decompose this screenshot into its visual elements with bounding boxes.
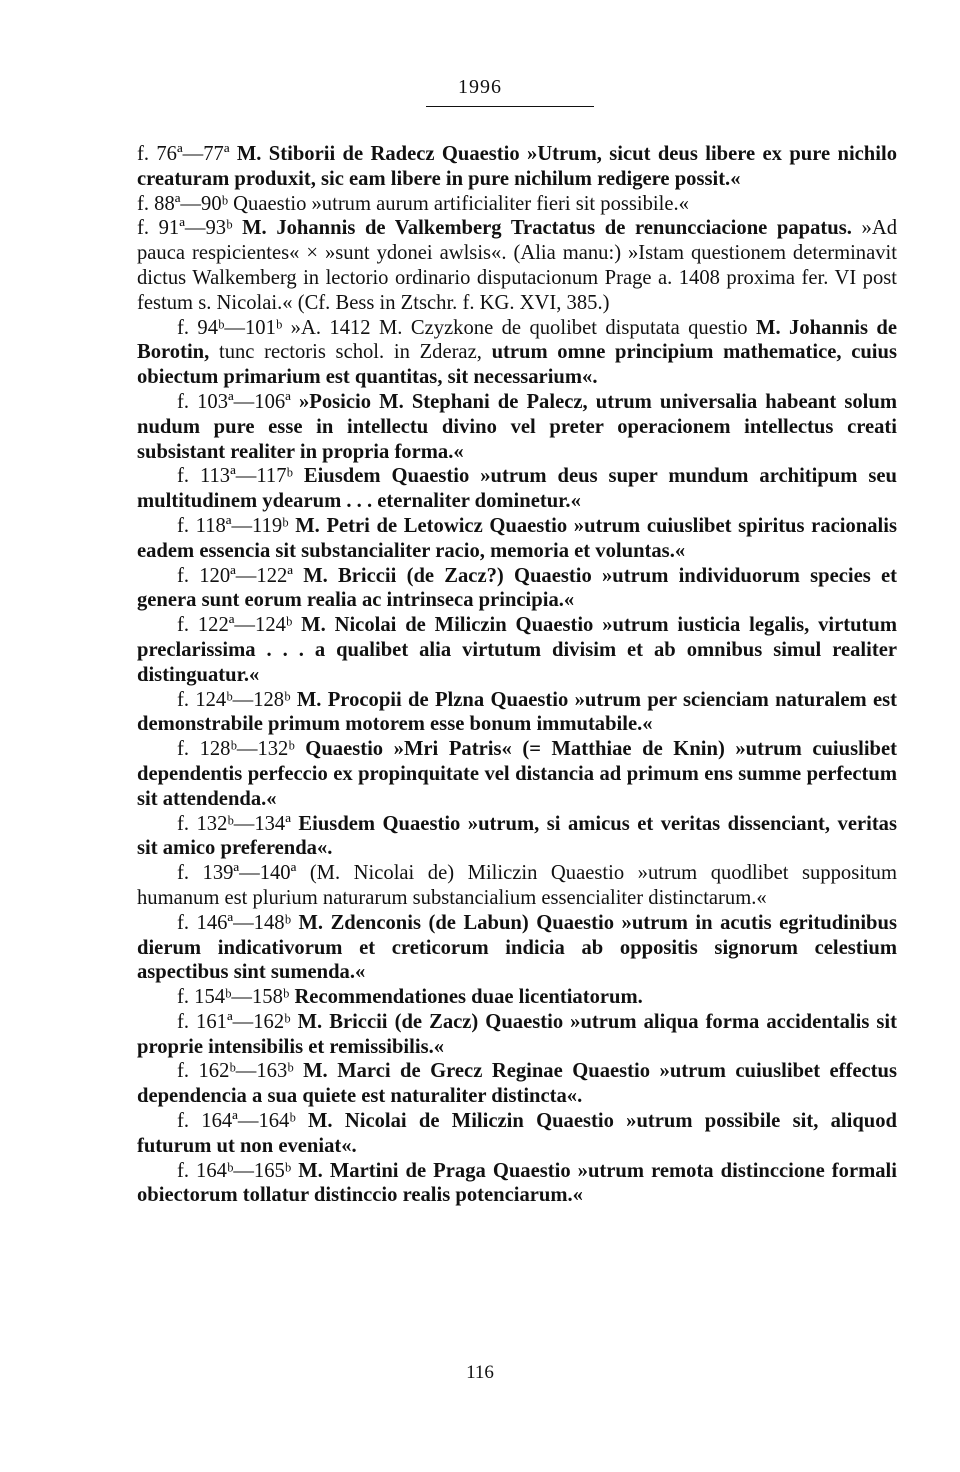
folio-reference: f. 139ª—140ª xyxy=(177,862,297,885)
catalogue-entry xyxy=(137,1010,897,1060)
catalogue-entry xyxy=(137,564,897,614)
entry-title: »Posicio M. Stephani de Palecz, utrum universalia habeant solum nudum pure esse in intellectu divino vel preter operacionem intellectus creati subsistant realiter in propria forma.« xyxy=(137,390,897,463)
entry-title: M. Nicolai de Miliczin Quaestio »utrum possibile sit, aliquod futurum ut non eveniat«. xyxy=(137,1110,898,1157)
entry-author: M. Johannis de Borotin, xyxy=(137,316,898,364)
folio-reference: f. 154ᵇ—158ᵇ xyxy=(177,986,290,1009)
entry-title: M. Zdenconis (de Labun) Quaestio »utrum in acutis egritudinibus dierum indicativorum et creticorum indicia ab oppositis signorum celestium aspectibus sint sumenda.« xyxy=(137,911,897,984)
entry-note: Quaestio »utrum aurum artificialiter fieri sit possibile.« xyxy=(233,192,689,215)
entry-title: M. Johannis de Valkemberg Tractatus de renuncciacione papatus. xyxy=(242,217,852,240)
catalogue-entry xyxy=(137,1109,897,1159)
catalogue-entry xyxy=(137,1059,897,1109)
catalogue-entry xyxy=(137,464,897,514)
catalogue-entry xyxy=(137,514,897,564)
entry-title: M. Briccii (de Zacz?) Quaestio »utrum individuorum species et genera sunt eorum realia ac intrinseca principia.« xyxy=(137,564,897,612)
folio-reference: f. 118ª—119ᵇ xyxy=(177,514,289,537)
catalogue-entry xyxy=(137,142,897,192)
folio-reference: f. 113ª—117ᵇ xyxy=(177,465,293,488)
entry-note: (M. Nicolai de) Miliczin Quaestio »utrum quodlibet suppositum humanum est plurium naturarum substancialium essencialiter distinctarum.« xyxy=(137,862,897,909)
entry-note: »A. 1412 M. Czyzkone de quolibet disputata questio xyxy=(290,316,748,339)
folio-reference: f. 76ª—77ª xyxy=(137,143,230,165)
folio-reference: f. 164ª—164ᵇ xyxy=(177,1110,296,1133)
entry-title: M. Petri de Letowicz Quaestio »utrum cuiuslibet spiritus racionalis eadem essencia sit substancialiter racio, memoria et voluntas.« xyxy=(137,514,897,562)
entry-note: »Ad pauca respicientes« × »sunt ydonei awlsis«. (Alia manu:) »Istam questionem determinavit dictus Walkemberg in lectorio ordinario disputacionum Prage a. 1408 proxima fer. VI post festum s. Nicolai.« (Cf. Bess in Ztschr. f. KG. XVI, 385.) xyxy=(137,217,897,314)
catalogue-entry xyxy=(137,192,897,217)
entry-title: M. Nicolai de Miliczin Quaestio »utrum iusticia legalis, virtutum preclarissima . . . a qualibet alia virtutum divisim et ab omnibus simul realiter distinguatur.« xyxy=(137,614,898,686)
entry-note: tunc rectoris schol. in Zderaz, xyxy=(218,341,482,364)
catalogue-entry xyxy=(137,812,897,862)
header-rule xyxy=(426,106,594,107)
entry-title: M. Marci de Grecz Reginae Quaestio »utrum cuiuslibet effectus dependencia a sua quiete est naturaliter distincta«. xyxy=(137,1060,897,1108)
entry-title: M. Stiborii de Radecz Quaestio »Utrum, sicut deus libere ex pure nichilo creaturam produxit, sic eam libere in pure nichilum redigere possit.« xyxy=(137,143,897,190)
entry-title: M. Briccii (de Zacz) Quaestio »utrum aliqua forma accidentalis sit proprie intensibilis et remissibilis.« xyxy=(137,1010,897,1058)
catalogue-entries xyxy=(137,142,897,1208)
entry-title: Recommendationes duae licentiatorum. xyxy=(294,986,643,1009)
folio-reference: f. 146ª—148ᵇ xyxy=(177,911,291,934)
folio-reference: f. 128ᵇ—132ᵇ xyxy=(177,738,295,761)
folio-reference: f. 124ᵇ—128ᵇ xyxy=(177,688,291,711)
catalogue-entry xyxy=(137,390,897,464)
catalogue-entry xyxy=(137,985,897,1010)
catalogue-entry xyxy=(137,1159,897,1209)
footer-page-number: 116 xyxy=(466,1362,494,1383)
catalogue-entry xyxy=(137,316,897,390)
entry-title: M. Martini de Praga Quaestio »utrum remota distinccione formali obiectorum tollatur distinccio realis potenciarum.« xyxy=(137,1159,897,1207)
catalogue-entry xyxy=(137,688,897,738)
entry-title: Quaestio »Mri Patris« (= Matthiae de Knin) »utrum cuiuslibet dependentis perfeccio ex propinquitate vel distancia ad primum ens summe perfectum sit attendenda.« xyxy=(137,738,898,810)
folio-reference: f. 162ᵇ—163ᵇ xyxy=(177,1060,294,1083)
catalogue-entry xyxy=(137,861,897,911)
folio-reference: f. 88ª—90ᵇ xyxy=(137,192,228,215)
catalogue-entry xyxy=(137,216,897,315)
running-page-number: 1996 xyxy=(458,76,502,98)
folio-reference: f. 103ª—106ª xyxy=(177,390,291,413)
folio-reference: f. 132ᵇ—134ª xyxy=(177,812,291,835)
catalogue-entry xyxy=(137,613,897,687)
entry-title: utrum omne principium mathematice, cuius obiectum primarium est quantitas, sit necessarium«. xyxy=(137,341,897,389)
folio-reference: f. 161ª—162ᵇ xyxy=(177,1010,291,1033)
catalogue-entry xyxy=(137,737,897,811)
folio-reference: f. 120ª—122ª xyxy=(177,564,293,587)
folio-reference: f. 91ª—93ᵇ xyxy=(137,217,233,240)
entry-title: M. Procopii de Plzna Quaestio »utrum per scienciam naturalem est demonstrabile primum motorem esse bonum immutabile.« xyxy=(137,688,897,736)
entry-title: Eiusdem Quaestio »utrum, si amicus et veritas dissenciant, veritas sit amico preferenda«. xyxy=(137,812,897,860)
folio-reference: f. 122ª—124ᵇ xyxy=(177,614,293,637)
entry-title: Eiusdem Quaestio »utrum deus super mundum architipum seu multitudinem ydearum . . . eternaliter dominetur.« xyxy=(137,465,898,513)
folio-reference: f. 164ᵇ—165ᵇ xyxy=(177,1159,292,1182)
catalogue-entry xyxy=(137,911,897,985)
folio-reference: f. 94ᵇ—101ᵇ xyxy=(177,316,283,339)
